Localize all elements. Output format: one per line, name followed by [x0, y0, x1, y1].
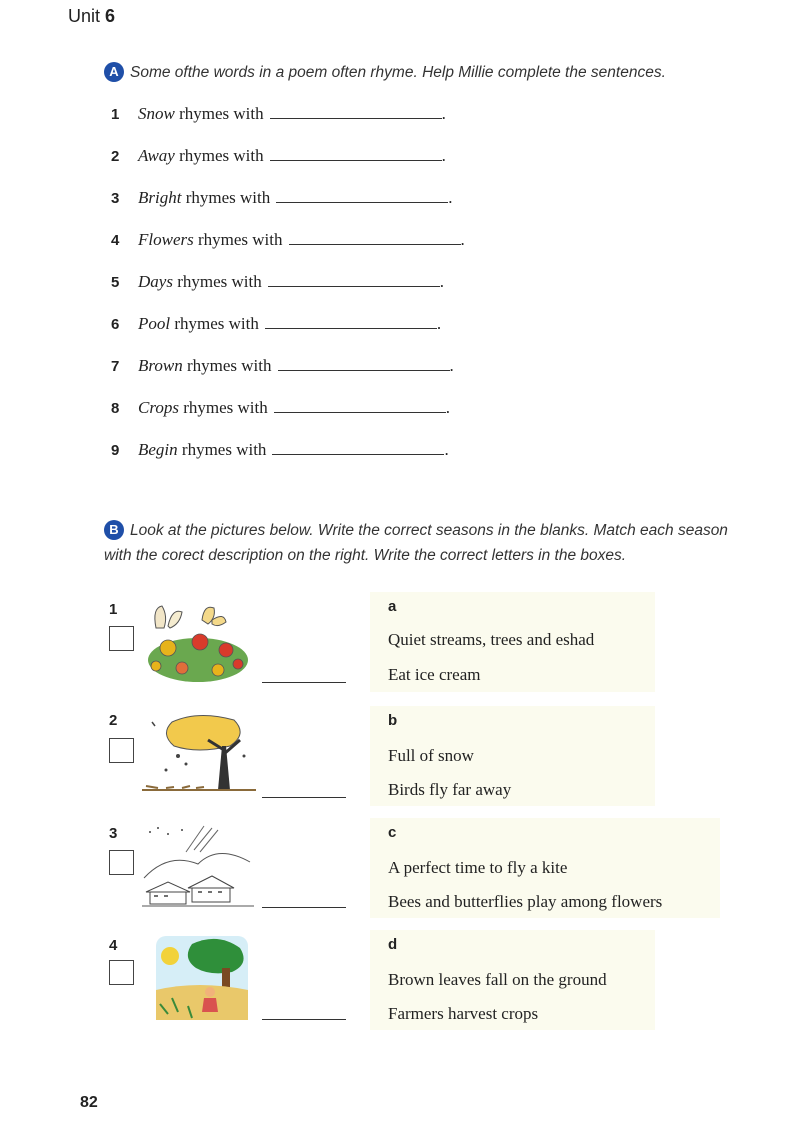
answer-box[interactable]	[109, 960, 134, 985]
unit-heading: Unit 6	[68, 6, 116, 26]
answer-blank[interactable]	[270, 148, 442, 161]
section-b-badge: B	[104, 520, 124, 540]
question-row: 2 Away rhymes with .	[111, 146, 446, 165]
answer-blank[interactable]	[272, 442, 444, 455]
answer-blank[interactable]	[274, 400, 446, 413]
page-number: 82	[80, 1094, 98, 1111]
question-row: 6 Pool rhymes with .	[111, 314, 442, 333]
picture-number: 1	[109, 601, 118, 618]
answer-blank[interactable]	[265, 316, 437, 329]
picture-number: 4	[109, 937, 118, 954]
picture-number: 3	[109, 825, 118, 842]
season-blank[interactable]	[262, 682, 346, 683]
answer-box[interactable]	[109, 738, 134, 763]
answer-blank[interactable]	[278, 358, 450, 371]
winter-village-icon	[138, 822, 258, 910]
picture-number: 2	[109, 712, 118, 729]
answer-blank[interactable]	[268, 274, 440, 287]
question-row: 3 Bright rhymes with .	[111, 188, 453, 207]
question-row: 8 Crops rhymes with .	[111, 398, 450, 417]
question-row: 7 Brown rhymes with .	[111, 356, 454, 375]
answer-blank[interactable]	[276, 190, 448, 203]
answer-blank[interactable]	[289, 232, 461, 245]
season-blank[interactable]	[262, 907, 346, 908]
spring-flowers-icon	[138, 598, 258, 686]
description-card-b: b Full of snow Birds fly far away	[370, 706, 655, 806]
section-a-instruction: A Some ofthe words in a poem often rhyme. Help Millie complete the sentences.	[104, 62, 666, 82]
question-row: 4 Flowers rhymes with .	[111, 230, 465, 249]
section-a-badge: A	[104, 62, 124, 82]
autumn-tree-icon	[138, 710, 258, 798]
description-card-a: a Quiet streams, trees and eshad Eat ice cream	[370, 592, 655, 692]
summer-tree-icon	[138, 934, 258, 1022]
answer-blank[interactable]	[270, 106, 442, 119]
description-card-c: c A perfect time to fly a kite Bees and butterflies play among flowers	[370, 818, 720, 918]
section-b-instruction: B Look at the pictures below. Write the correct seasons in the blanks. Match each season with the corect description on the right. Write the correct letters in the boxes.	[104, 522, 728, 564]
answer-box[interactable]	[109, 850, 134, 875]
season-blank[interactable]	[262, 797, 346, 798]
answer-box[interactable]	[109, 626, 134, 651]
question-row: 1 Snow rhymes with .	[111, 104, 446, 123]
unit-number: 6	[105, 6, 116, 26]
question-row: 5 Days rhymes with .	[111, 272, 444, 291]
season-blank[interactable]	[262, 1019, 346, 1020]
question-row: 9 Begin rhymes with .	[111, 440, 449, 459]
description-card-d: d Brown leaves fall on the ground Farmers harvest crops	[370, 930, 655, 1030]
